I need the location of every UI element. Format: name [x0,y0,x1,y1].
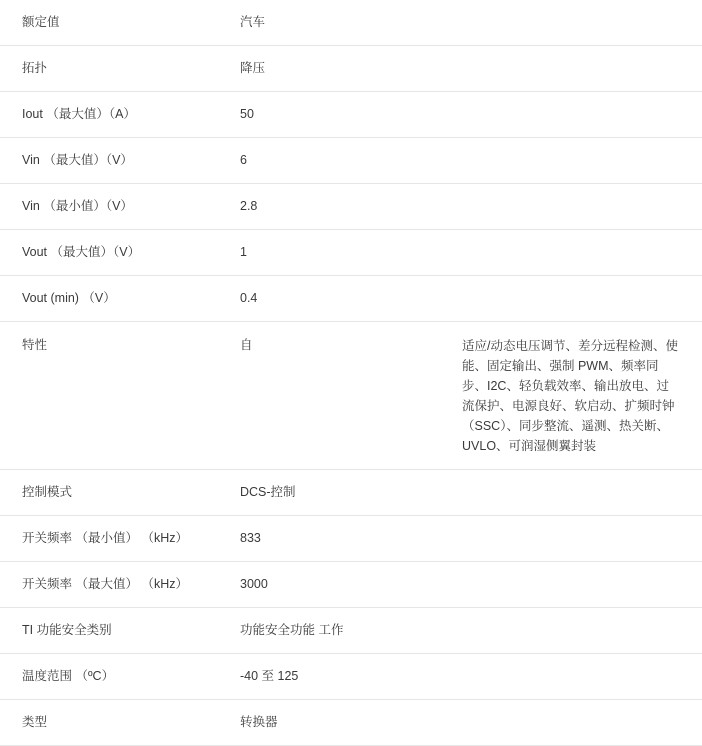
row-label: 开关频率 （最大值） （kHz） [22,577,188,591]
table-row [0,0,702,46]
row-extra [462,0,702,46]
row-value: 6 [240,153,247,167]
row-extra [462,184,702,230]
row-label: 控制模式 [22,485,73,499]
table-row [0,276,702,322]
row-value: 2.8 [240,199,258,213]
table-row [0,608,702,654]
row-extra [462,470,702,516]
row-label: Vout （最大值）（V） [22,245,141,259]
row-value: DCS-控制 [240,485,296,499]
row-extra: 适应/动态电压调节、差分远程检测、使能、固定输出、强制 PWM、频率同步、I2C、轻负载效率、输出放电、过流保护、电源良好、软启动、扩频时钟 （SSC）、同步整流、遥测、热关断、UVLO、可润湿侧翼封装 [462,339,678,453]
row-value: 降压 [240,61,266,75]
row-value: 转换器 [240,715,278,729]
row-label: Vin （最大值）（V） [22,153,133,167]
row-extra [462,276,702,322]
row-value: 自 [240,338,253,352]
row-value: 汽车 [240,15,266,29]
row-extra [462,138,702,184]
row-extra [462,654,702,700]
row-value: 功能安全功能 工作 [240,623,344,637]
row-label: 特性 [22,338,48,352]
row-extra [462,700,702,746]
row-value: 50 [240,107,254,121]
row-label: 类型 [22,715,48,729]
row-extra [462,562,702,608]
row-extra [462,92,702,138]
row-extra [462,230,702,276]
table-row [0,654,702,700]
row-value: 833 [240,531,261,545]
row-value: -40 至 125 [240,669,299,683]
table-row [0,562,702,608]
table-row [0,516,702,562]
row-extra [462,608,702,654]
table-row [0,46,702,92]
row-extra [462,516,702,562]
row-label: TI 功能安全类别 [22,623,112,637]
row-label: Iout （最大值）（A） [22,107,136,121]
row-label: 开关频率 （最小值） （kHz） [22,531,188,545]
row-label: Vin （最小值）（V） [22,199,133,213]
table-row [0,470,702,516]
row-label: 额定值 [22,15,60,29]
table-row [0,184,702,230]
table-row [0,700,702,746]
table-row [0,230,702,276]
row-extra [462,46,702,92]
row-label: Vout (min) （V） [22,291,116,305]
table-row [0,92,702,138]
row-value: 1 [240,245,247,259]
table-row-features [0,322,702,470]
table-row [0,138,702,184]
row-value: 0.4 [240,291,258,305]
row-label: 拓扑 [22,61,48,75]
row-value: 3000 [240,577,268,591]
row-label: 温度范围 （ºC） [22,669,115,683]
